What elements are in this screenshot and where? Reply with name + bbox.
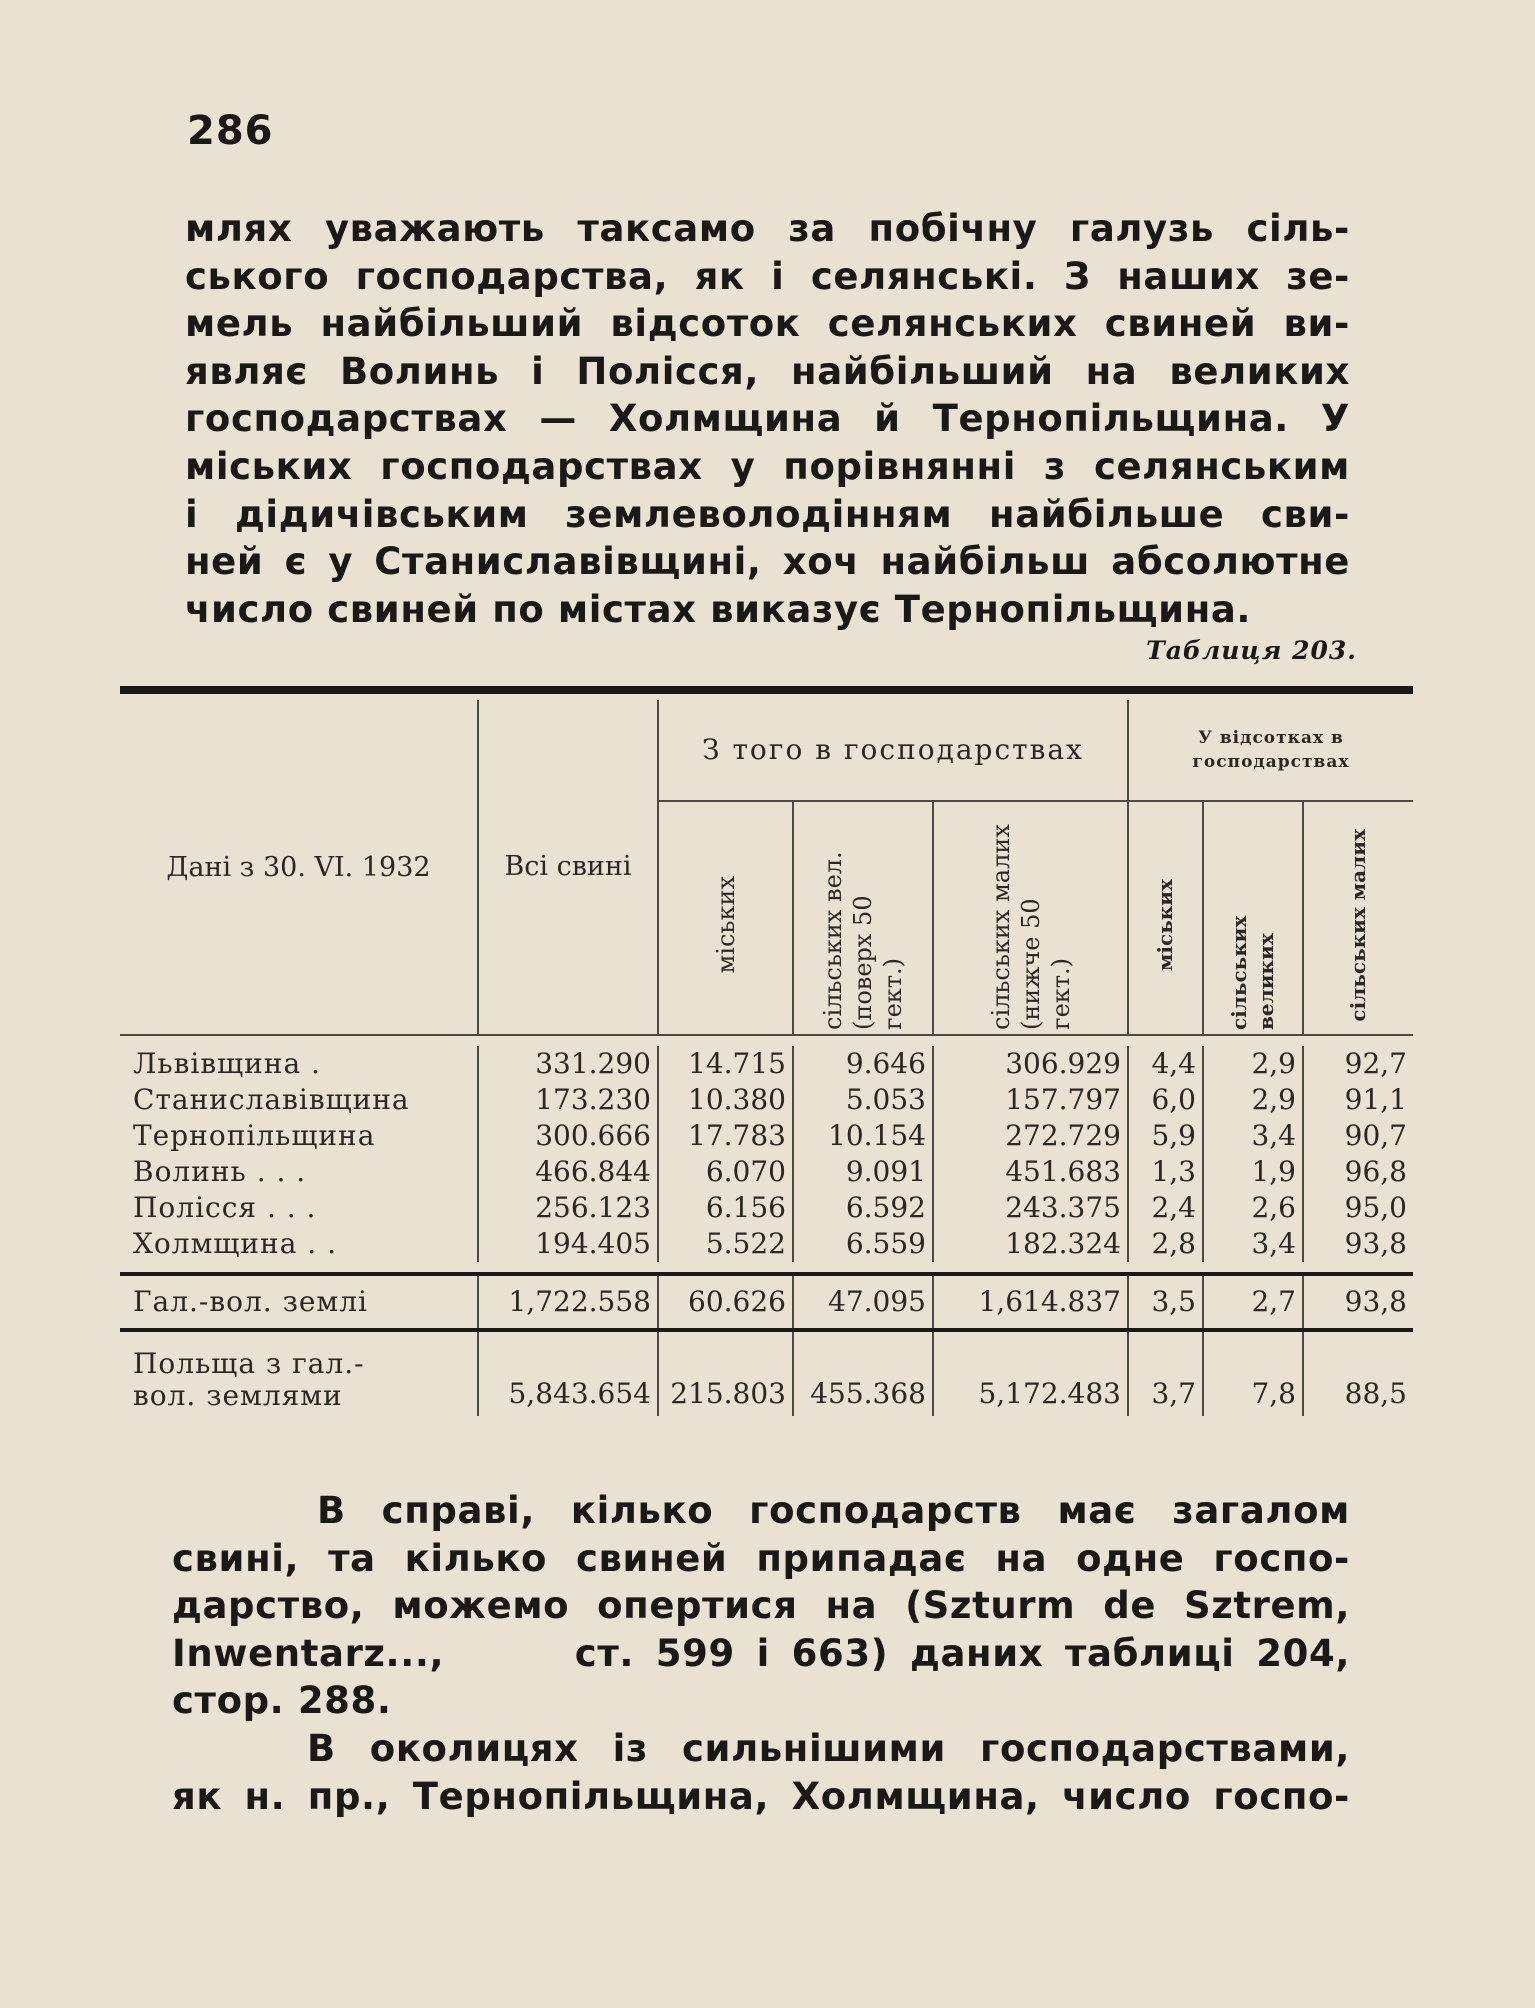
cell-small: 1,614.837 [933, 1274, 1128, 1330]
poland-row [120, 1330, 1413, 1416]
cell-city: 17.783 [658, 1118, 793, 1154]
cell-pct-large: 7,8 [1203, 1330, 1303, 1416]
region-name: Львівщина . [133, 1047, 321, 1080]
cell-pct-large: 3,4 [1203, 1118, 1303, 1154]
cell-pct-small: 91,1 [1303, 1082, 1413, 1118]
cell-pct-small: 93,8 [1303, 1274, 1413, 1330]
cell-small: 5,172.483 [933, 1330, 1128, 1416]
cell-all: 194.405 [478, 1226, 658, 1262]
table-top-rule [120, 686, 1413, 694]
text-line: число свиней по містах виказує Тернопільщина. [185, 587, 1252, 631]
text-line: являє Волинь і Полісся, найбільший на великих [185, 349, 1350, 393]
cell-pct-small: 96,8 [1303, 1154, 1413, 1190]
text-line: Inwentarz..., ст. 599 і 663) даних таблиці 204, [172, 1631, 1350, 1675]
subheader-rural-small: сільських малих (нижче 50 гект.) [986, 824, 1075, 1030]
page-number: 286 [187, 108, 274, 154]
cell-pct-small: 93,8 [1303, 1226, 1413, 1262]
table-row [120, 1154, 1413, 1190]
text-line: міських господарствах у порівнянні з селянським [185, 444, 1350, 488]
cell-pct-small: 90,7 [1303, 1118, 1413, 1154]
cell-pct-city: 4,4 [1128, 1046, 1203, 1082]
subheader-pct-rural-small: сільських малих [1346, 828, 1370, 1022]
text-line: В околицях із сильнішими господарствами, [307, 1726, 1350, 1770]
region-name: Холмщина . . [133, 1227, 338, 1260]
group-header-counts: З того в господарствах [658, 700, 1128, 801]
cell-all: 1,722.558 [478, 1274, 658, 1330]
cell-small: 451.683 [933, 1154, 1128, 1190]
cell-large: 6.592 [793, 1190, 933, 1226]
cell-all: 331.290 [478, 1046, 658, 1082]
text-line: дарство, можемо опертися на (Szturm de Sztrem, [172, 1584, 1350, 1628]
text-line: млях уважають таксамо за побічну галузь сіль- [185, 207, 1350, 250]
subheader-rural-large: сільських вел. (поверх 50 гект.) [819, 851, 907, 1030]
text-line: В справі, кілько господарств має загалом [317, 1489, 1350, 1532]
subheader-city: міських [711, 876, 740, 974]
cell-all: 466.844 [478, 1154, 658, 1190]
cell-city: 14.715 [658, 1046, 793, 1082]
cell-small: 182.324 [933, 1226, 1128, 1262]
cell-pct-small: 95,0 [1303, 1190, 1413, 1226]
cell-large: 455.368 [793, 1330, 933, 1416]
cell-city: 60.626 [658, 1274, 793, 1330]
table-row [120, 1190, 1413, 1226]
text-line: мель найбільший відсоток селянських свиней ви- [185, 302, 1350, 346]
table-row [120, 1226, 1413, 1262]
cell-city: 6.070 [658, 1154, 793, 1190]
total-name: Гал.-вол. землі [120, 1274, 478, 1330]
cell-all: 5,843.654 [478, 1330, 658, 1416]
paragraph-continuation [172, 1487, 1350, 1820]
cell-pct-city: 3,5 [1128, 1274, 1203, 1330]
subheader-pct-city: міських [1153, 879, 1177, 971]
row-header: Дані з 30. VI. 1932 [166, 851, 431, 883]
table-row [120, 1046, 1413, 1082]
cell-small: 157.797 [933, 1082, 1128, 1118]
cell-pct-large: 2,9 [1203, 1082, 1303, 1118]
table-row [120, 1118, 1413, 1154]
cell-large: 9.091 [793, 1154, 933, 1190]
cell-large: 9.646 [793, 1046, 933, 1082]
cell-pct-city: 1,3 [1128, 1154, 1203, 1190]
subheader-pct-rural-large: сільських великих [1227, 915, 1278, 1030]
cell-small: 272.729 [933, 1118, 1128, 1154]
table-caption: Таблиця 203. [1146, 636, 1357, 665]
cell-small: 306.929 [933, 1046, 1128, 1082]
group-header-percent: У відсотках в господарствах [1128, 700, 1413, 801]
cell-all: 300.666 [478, 1118, 658, 1154]
region-name: Тернопільщина [133, 1119, 376, 1152]
cell-city: 5.522 [658, 1226, 793, 1262]
cell-pct-city: 5,9 [1128, 1118, 1203, 1154]
all-pigs-header: Всі свині [478, 700, 658, 1035]
cell-city: 215.803 [658, 1330, 793, 1416]
text-line: стор. 288. [172, 1679, 392, 1723]
cell-pct-city: 2,4 [1128, 1190, 1203, 1226]
cell-pct-small: 92,7 [1303, 1046, 1413, 1082]
text-line: як н. пр., Тернопільщина, Холмщина, число госпо- [172, 1774, 1350, 1818]
cell-large: 5.053 [793, 1082, 933, 1118]
cell-pct-city: 6,0 [1128, 1082, 1203, 1118]
text-line: і дідичівським землеволодінням найбільше сви- [185, 492, 1350, 536]
cell-large: 10.154 [793, 1118, 933, 1154]
cell-pct-small: 88,5 [1303, 1330, 1413, 1416]
region-name: Полісся . . . [133, 1191, 317, 1224]
cell-pct-large: 1,9 [1203, 1154, 1303, 1190]
cell-all: 173.230 [478, 1082, 658, 1118]
text-line: ней є у Станиславівщині, хоч найбільш абсолютне [185, 540, 1350, 584]
cell-pct-large: 2,6 [1203, 1190, 1303, 1226]
region-name: Волинь . . . [133, 1155, 307, 1188]
poland-name: Польща з гал.- вол. землями [133, 1347, 365, 1412]
cell-large: 6.559 [793, 1226, 933, 1262]
cell-pct-city: 2,8 [1128, 1226, 1203, 1262]
paragraph-intro [185, 205, 1350, 633]
cell-pct-large: 2,9 [1203, 1046, 1303, 1082]
cell-pct-city: 3,7 [1128, 1330, 1203, 1416]
cell-pct-large: 2,7 [1203, 1274, 1303, 1330]
text-line: господарствах — Холмщина й Тернопільщина. У [185, 397, 1350, 441]
total-row [120, 1274, 1413, 1330]
cell-small: 243.375 [933, 1190, 1128, 1226]
pig-statistics-table [120, 700, 1413, 1416]
cell-all: 256.123 [478, 1190, 658, 1226]
text-line: свині, та кілько свиней припадає на одне госпо- [172, 1536, 1350, 1580]
table-row [120, 1082, 1413, 1118]
cell-city: 6.156 [658, 1190, 793, 1226]
cell-large: 47.095 [793, 1274, 933, 1330]
text-line: ського господарства, як і селянські. З наших зе- [185, 254, 1350, 298]
cell-pct-large: 3,4 [1203, 1226, 1303, 1262]
region-name: Станиславівщина [133, 1083, 410, 1116]
cell-city: 10.380 [658, 1082, 793, 1118]
